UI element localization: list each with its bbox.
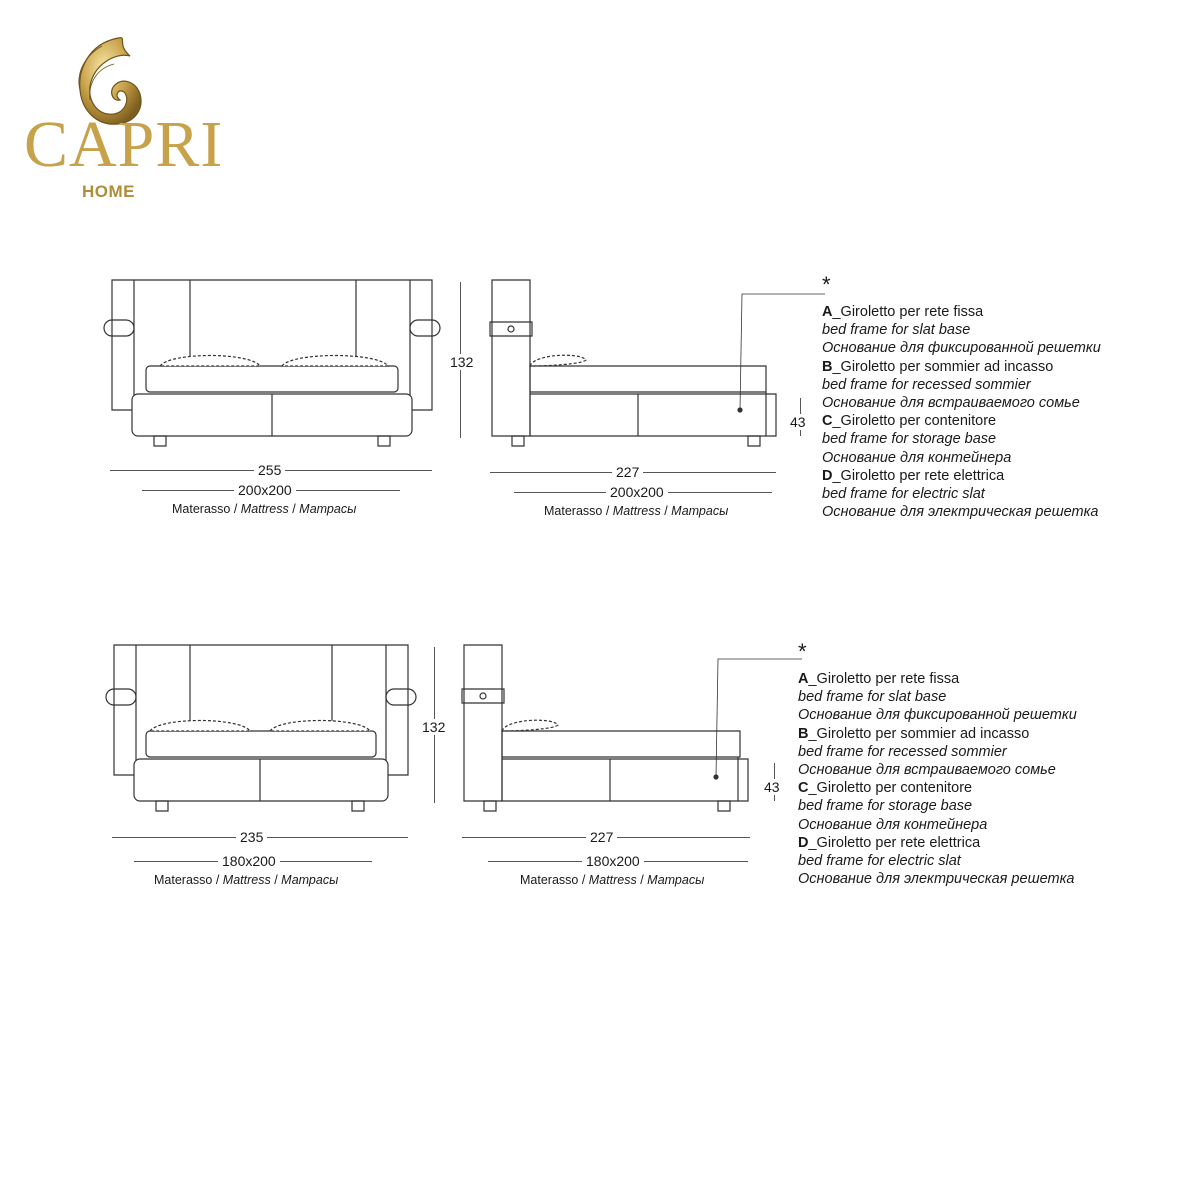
front-view-drawing [112, 645, 412, 815]
legend-item-b: B_Giroletto per sommier ad incasso [798, 725, 1030, 742]
legend-item-a: A_Giroletto per rete fissa [798, 671, 960, 687]
side-view-drawing [462, 645, 752, 815]
side-base-height-dim: 43 [760, 779, 784, 795]
legend-item-b: B_Giroletto per sommier ad incasso [822, 358, 1054, 375]
front-view-drawing [110, 280, 440, 450]
front-width-dim: 235 [236, 829, 267, 845]
legend-item-c: C_Giroletto per contenitore [798, 780, 973, 797]
front-height-dim: 132 [446, 354, 477, 370]
legend-item-d: D_Giroletto per rete elettrica [822, 467, 1005, 484]
front-mattress-label: Materasso / Mattress / Матрасы [154, 873, 339, 887]
legend-block: A_Giroletto per rete fissa bed frame for slat base Основание для фиксированной решетки B_Giroletto per sommier ad incasso bed frame for recessed sommier Основание для встраиваемого сомье C_Giroletto per contenitore bed frame for storage base Основание для контейнера D_Giroletto per rete elettrica bed frame for electric slat Основание для электрическая решетка [798, 671, 1077, 888]
side-mattress-dim: 200x200 [606, 484, 668, 500]
front-mattress-dim: 200x200 [234, 482, 296, 498]
bed-section-1 [0, 270, 1200, 570]
legend-item-d: D_Giroletto per rete elettrica [798, 834, 981, 851]
legend-item-c: C_Giroletto per contenitore [822, 413, 997, 430]
side-mattress-label: Materasso / Mattress / Матрасы [544, 504, 729, 518]
front-mattress-label: Materasso / Mattress / Матрасы [172, 502, 357, 516]
legend-item-a: A_Giroletto per rete fissa [822, 304, 984, 320]
bed-section-2 [0, 635, 1200, 935]
side-mattress-dim: 180x200 [582, 853, 644, 869]
side-base-height-dim: 43 [786, 414, 810, 430]
legend-marker: * [822, 272, 831, 297]
brand-name: CAPRI [24, 108, 224, 181]
front-mattress-dim: 180x200 [218, 853, 280, 869]
brand-subtitle: HOME [82, 182, 135, 201]
front-height-dim: 132 [418, 719, 449, 735]
side-length-dim: 227 [612, 464, 643, 480]
legend-marker: * [798, 639, 807, 664]
front-width-dim: 255 [254, 462, 285, 478]
side-length-dim: 227 [586, 829, 617, 845]
legend-block: A_Giroletto per rete fissa bed frame for slat base Основание для фиксированной решетки B_Giroletto per sommier ad incasso bed frame for recessed sommier Основание для встраиваемого сомье C_Giroletto per contenitore bed frame for storage base Основание для контейнера D_Giroletto per rete elettrica bed frame for electric slat Основание для электрическая решетка [822, 304, 1101, 521]
side-mattress-label: Materasso / Mattress / Матрасы [520, 873, 705, 887]
side-view-drawing [490, 280, 780, 450]
